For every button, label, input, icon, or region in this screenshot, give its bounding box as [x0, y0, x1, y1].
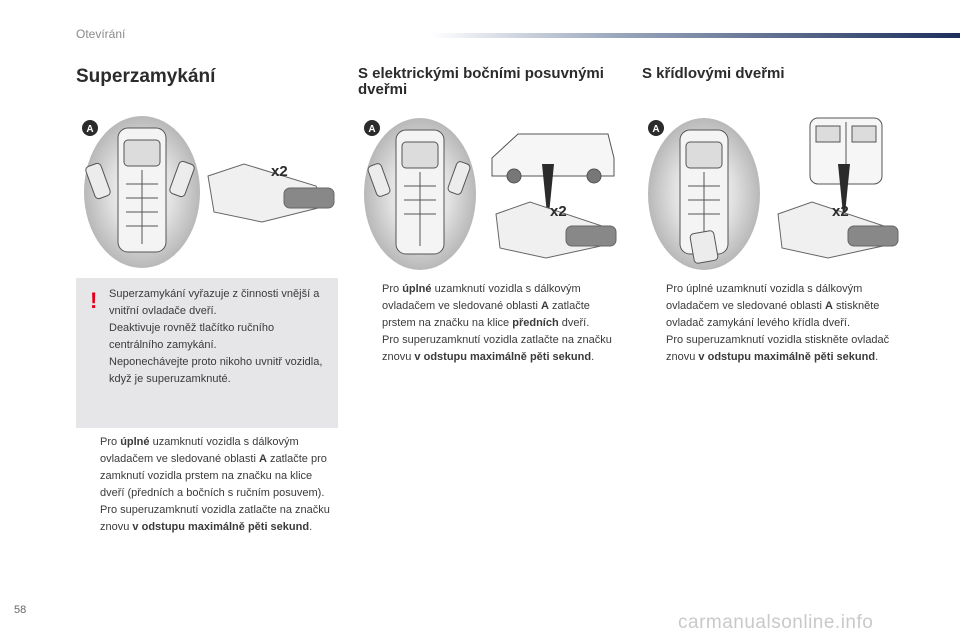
column-sliding-doors [358, 66, 620, 98]
exclamation-icon: ! [90, 288, 98, 313]
step-text: Pro superuzamknutí vozidla stiskněte ovladač znovu [666, 334, 890, 363]
instructions-sliding-doors [358, 281, 620, 366]
step-text: Pro superuzamknutí vozidla zatlačte na značku znovu [382, 334, 612, 363]
step-text: dveří. [558, 317, 590, 329]
step-text: . [591, 351, 595, 363]
illustration-wing-doors [642, 114, 904, 274]
warning-paragraph: Deaktivuje rovněž tlačítko ručního centrálního zamykání. [109, 322, 275, 351]
step-text: Pro superuzamknutí vozidla zatlačte na značku znovu [100, 504, 330, 533]
column-superlocking [76, 66, 338, 88]
press-twice-label: x2 [832, 203, 849, 220]
step-text: Pro [100, 436, 121, 448]
step-text: Pro [382, 283, 403, 295]
warning-box [76, 278, 338, 428]
warning-paragraph: Superzamykání vyřazuje z činnosti vnější a vnitřní ovladače dveří. [109, 288, 320, 317]
press-twice-label: x2 [550, 203, 567, 220]
key-fob-icon [690, 230, 719, 264]
warning-paragraph: Neponechávejte proto nikoho uvnitř vozidla, když je superuzamknuté. [109, 356, 323, 385]
label-a: A [86, 124, 94, 135]
illustration-sliding-doors [358, 114, 620, 274]
header-gradient-bar [430, 33, 960, 38]
instruction-step [358, 332, 620, 366]
step-bold: předních [512, 317, 559, 329]
step-bold: v odstupu maximálně pěti sekund [698, 351, 876, 363]
column-wing-doors [642, 66, 904, 82]
step-bold: A [540, 300, 549, 312]
step-text: . [875, 351, 879, 363]
step-bold: úplné [120, 436, 150, 448]
instructions-wing-doors [642, 281, 904, 366]
illustration-superlocking [76, 114, 338, 274]
van-side-view-icon [492, 134, 614, 183]
instructions-superlocking [76, 434, 338, 536]
step-text: stiskněte ovladač zamykání levého křídla dveří. [666, 300, 880, 329]
press-twice-label: x2 [271, 163, 288, 180]
label-a: A [652, 124, 660, 135]
heading-superlocking: Superzamykání [76, 66, 216, 87]
instruction-step [642, 281, 904, 332]
page-number: 58 [14, 604, 27, 616]
step-text: uzamknutí vozidla s dálkovým ovladačem ve sledované oblasti [100, 436, 299, 465]
step-bold: úplné [402, 283, 432, 295]
heading-sliding-doors: S elektrickými bočními posuvnými dveřmi [358, 65, 604, 98]
step-bold: A [824, 300, 833, 312]
heading-wing-doors: S křídlovými dveřmi [642, 65, 785, 82]
chapter-title: Otevírání [76, 27, 126, 41]
step-bold: v odstupu maximálně pěti sekund [414, 351, 592, 363]
step-text: zatlačte pro zamknutí vozidla prstem na značku na klice dveří (předních a bočních s ručním posuvem). [100, 453, 327, 499]
watermark: carmanualsonline.info [678, 612, 874, 633]
step-text: . [309, 521, 313, 533]
label-a: A [368, 124, 376, 135]
step-bold: v odstupu maximálně pěti sekund [132, 521, 310, 533]
step-text: zatlačte prstem na značku na klice [382, 300, 590, 329]
step-bold: A [258, 453, 267, 465]
instruction-step [642, 332, 904, 366]
warning-text [109, 286, 331, 388]
instruction-step [76, 434, 338, 502]
step-text: Pro úplné uzamknutí vozidla s dálkovým ovladačem ve sledované oblasti [666, 283, 863, 312]
instruction-step [76, 502, 338, 536]
instruction-step [358, 281, 620, 332]
van-top-view-icon [396, 130, 444, 254]
van-top-view-icon [118, 128, 166, 252]
step-text: uzamknutí vozidla s dálkovým ovladačem ve sledované oblasti [382, 283, 581, 312]
